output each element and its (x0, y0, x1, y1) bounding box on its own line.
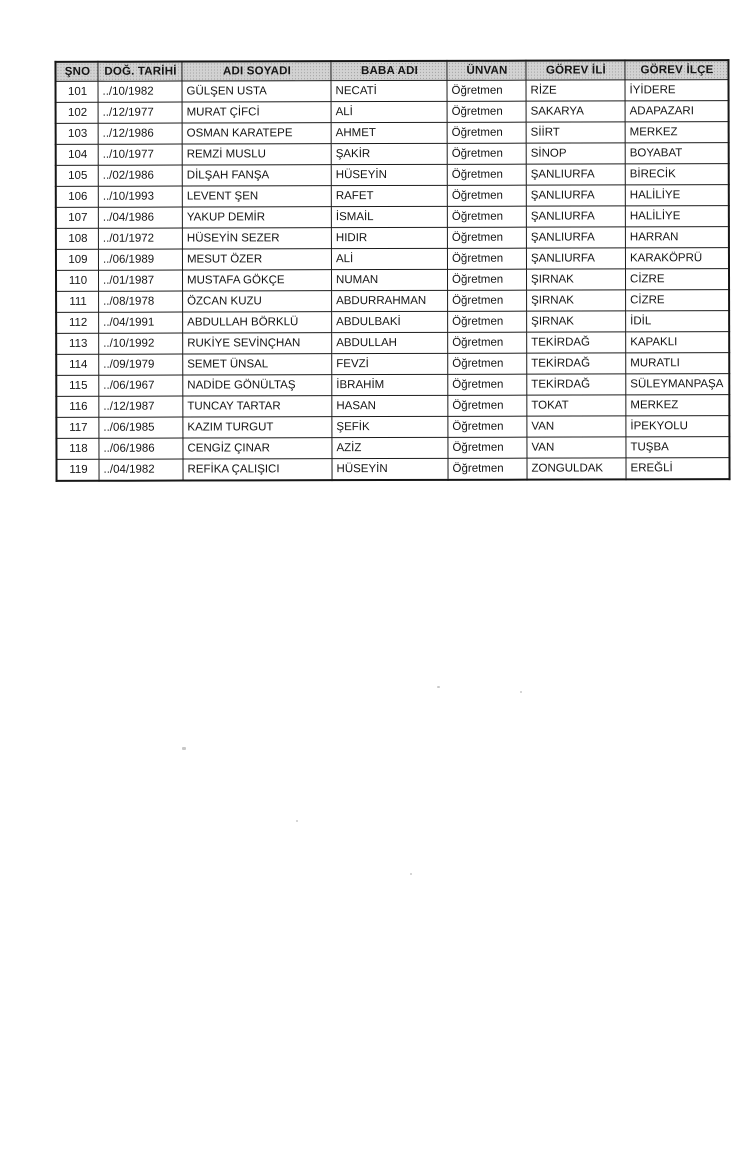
table-cell: 101 (56, 81, 99, 102)
table-cell: ../06/1985 (99, 417, 183, 438)
table-cell: Öğretmen (447, 122, 526, 143)
table-cell: HARRAN (625, 227, 729, 248)
table-row (56, 227, 729, 250)
table-cell: TEKİRDAĞ (527, 332, 626, 353)
table-cell: NECATİ (331, 80, 447, 101)
table-cell: SİİRT (526, 122, 625, 143)
table-cell: Öğretmen (447, 185, 526, 206)
table-cell: ÖZCAN KUZU (183, 291, 332, 312)
table-row (56, 437, 729, 460)
column-header: DOĞ. TARİHİ (98, 62, 182, 82)
table-cell: ../01/1987 (98, 270, 182, 291)
table-cell: İDİL (626, 311, 730, 332)
table-cell: MURATLI (626, 353, 730, 374)
table-row (56, 122, 729, 145)
table-cell: ../04/1982 (99, 459, 183, 481)
table-cell: KAZIM TURGUT (183, 417, 332, 438)
table-cell: ../06/1967 (99, 375, 183, 396)
column-header: ADI SOYADI (182, 61, 331, 81)
table-row (56, 143, 729, 166)
column-header: BABA ADI (331, 61, 447, 81)
table-cell: HASAN (332, 395, 448, 416)
table-cell: TEKİRDAĞ (527, 353, 626, 374)
table-cell: KARAKÖPRÜ (625, 248, 729, 269)
table-cell: BOYABAT (625, 143, 729, 164)
table-cell: Öğretmen (448, 353, 527, 374)
table-cell: MESUT ÖZER (182, 249, 331, 270)
table-cell: Öğretmen (448, 416, 527, 437)
personnel-table-container (54, 59, 730, 482)
table-cell: İSMAİL (331, 206, 447, 227)
table-cell: CENGİZ ÇINAR (183, 438, 332, 459)
table-cell: ../02/1986 (98, 165, 182, 186)
table-cell: SİNOP (526, 143, 625, 164)
table-cell: ../08/1978 (99, 291, 183, 312)
table-cell: ABDURRAHMAN (332, 290, 448, 311)
table-cell: OSMAN KARATEPE (182, 123, 331, 144)
table-cell: ŞEFİK (332, 416, 448, 437)
table-header (55, 60, 728, 81)
table-cell: REMZİ MUSLU (182, 144, 331, 165)
table-row (56, 101, 729, 124)
table-cell: ../04/1991 (99, 312, 183, 333)
table-cell: Öğretmen (448, 374, 527, 395)
table-cell: Öğretmen (447, 164, 526, 185)
table-cell: HÜSEYİN (332, 458, 448, 480)
table-row (56, 458, 729, 481)
table-cell: 107 (56, 207, 99, 228)
table-cell: NADİDE GÖNÜLTAŞ (183, 375, 332, 396)
table-cell: ADAPAZARI (625, 101, 729, 122)
table-row (56, 395, 729, 418)
table-cell: BİRECİK (625, 164, 729, 185)
column-header: ŞNO (55, 62, 98, 82)
table-cell: HALİLİYE (625, 185, 729, 206)
table-cell: RUKİYE SEVİNÇHAN (183, 333, 332, 354)
table-cell: 103 (56, 123, 99, 144)
table-cell: CİZRE (625, 269, 729, 290)
table-row (56, 269, 729, 292)
table-cell: ../09/1979 (99, 354, 183, 375)
column-header: GÖREV İLÇE (625, 60, 729, 80)
table-cell: Öğretmen (447, 101, 526, 122)
table-row (56, 332, 729, 355)
table-row (56, 311, 729, 334)
table-cell: ŞAKİR (331, 143, 447, 164)
scan-noise-speck (410, 873, 412, 875)
table-cell: Öğretmen (448, 290, 527, 311)
table-body (56, 80, 730, 481)
table-cell: Öğretmen (447, 143, 526, 164)
table-cell: Öğretmen (447, 227, 526, 248)
table-cell: TUŞBA (626, 437, 730, 458)
table-cell: İYİDERE (625, 80, 729, 101)
table-row (56, 290, 729, 313)
table-cell: VAN (527, 437, 626, 458)
table-cell: MERKEZ (625, 122, 729, 143)
table-cell: TEKİRDAĞ (527, 374, 626, 395)
table-cell: AHMET (331, 122, 447, 143)
table-cell: HALİLİYE (625, 206, 729, 227)
table-cell: İPEKYOLU (626, 416, 730, 437)
table-cell: FEVZİ (332, 353, 448, 374)
table-cell: ŞANLIURFA (526, 248, 625, 269)
table-cell: RAFET (331, 185, 447, 206)
table-cell: 119 (56, 459, 99, 481)
table-cell: HIDIR (331, 227, 447, 248)
table-cell: SEMET ÜNSAL (183, 354, 332, 375)
table-cell: YAKUP DEMİR (182, 207, 331, 228)
table-cell: ŞANLIURFA (526, 185, 625, 206)
column-header: ÜNVAN (447, 61, 526, 81)
table-row (56, 353, 729, 376)
table-cell: Öğretmen (448, 395, 527, 416)
table-cell: Öğretmen (448, 311, 527, 332)
table-cell: 109 (56, 249, 99, 270)
table-cell: ŞANLIURFA (526, 164, 625, 185)
table-cell: 106 (56, 186, 99, 207)
table-cell: SÜLEYMANPAŞA (626, 374, 730, 395)
table-cell: 113 (56, 333, 99, 354)
table-cell: HÜSEYİN (331, 164, 447, 185)
personnel-table (54, 59, 730, 482)
table-row (56, 185, 729, 208)
table-row (56, 164, 729, 187)
table-cell: ../10/1982 (98, 81, 182, 102)
table-row (56, 248, 729, 271)
table-cell: SAKARYA (526, 101, 625, 122)
table-cell: ../01/1972 (98, 228, 182, 249)
table-cell: GÜLŞEN USTA (182, 81, 331, 102)
table-cell: VAN (527, 416, 626, 437)
table-cell: Öğretmen (448, 458, 527, 480)
table-cell: TUNCAY TARTAR (183, 396, 332, 417)
table-cell: Öğretmen (447, 248, 526, 269)
scan-noise-speck (520, 691, 522, 693)
table-cell: HÜSEYİN SEZER (182, 228, 331, 249)
table-row (56, 80, 729, 103)
table-cell: ../12/1986 (98, 123, 182, 144)
column-header: GÖREV İLİ (526, 60, 625, 80)
table-cell: 111 (56, 291, 99, 312)
table-cell: Öğretmen (448, 332, 527, 353)
scan-noise-speck (182, 747, 186, 750)
table-row (56, 206, 729, 229)
table-cell: 114 (56, 354, 99, 375)
table-cell: ABDULLAH (332, 332, 448, 353)
table-cell: REFİKA ÇALIŞICI (183, 459, 332, 481)
table-cell: DİLŞAH FANŞA (182, 165, 331, 186)
table-cell: ../12/1977 (98, 102, 182, 123)
table-row (56, 374, 729, 397)
table-cell: 105 (56, 165, 99, 186)
table-cell: 118 (56, 438, 99, 459)
table-cell: ../10/1977 (98, 144, 182, 165)
table-cell: ../06/1989 (98, 249, 182, 270)
table-cell: ZONGULDAK (527, 458, 626, 480)
table-cell: ../10/1992 (99, 333, 183, 354)
table-cell: ABDULLAH BÖRKLÜ (183, 312, 332, 333)
table-cell: RİZE (526, 80, 625, 101)
table-cell: LEVENT ŞEN (182, 186, 331, 207)
table-cell: 112 (56, 312, 99, 333)
table-cell: NUMAN (331, 269, 447, 290)
table-cell: 104 (56, 144, 99, 165)
table-cell: AZİZ (332, 437, 448, 458)
table-cell: MURAT ÇİFCİ (182, 102, 331, 123)
table-cell: 117 (56, 417, 99, 438)
table-cell: ŞIRNAK (527, 290, 626, 311)
table-cell: ALİ (331, 248, 447, 269)
table-cell: 108 (56, 228, 99, 249)
table-cell: 116 (56, 396, 99, 417)
table-cell: Öğretmen (447, 206, 526, 227)
table-row (56, 416, 729, 439)
table-header-row (55, 60, 728, 81)
table-cell: EREĞLİ (626, 458, 730, 480)
table-cell: ../12/1987 (99, 396, 183, 417)
table-cell: 102 (56, 102, 99, 123)
table-cell: ŞANLIURFA (526, 206, 625, 227)
table-cell: Öğretmen (447, 80, 526, 101)
table-cell: CİZRE (626, 290, 730, 311)
table-cell: MERKEZ (626, 395, 730, 416)
table-cell: ALİ (331, 101, 447, 122)
scan-noise-speck (296, 820, 298, 822)
table-cell: ../06/1986 (99, 438, 183, 459)
table-cell: MUSTAFA GÖKÇE (182, 270, 331, 291)
table-cell: 115 (56, 375, 99, 396)
table-cell: ABDULBAKİ (332, 311, 448, 332)
table-cell: ŞIRNAK (527, 311, 626, 332)
table-cell: ŞIRNAK (526, 269, 625, 290)
table-cell: ../04/1986 (98, 207, 182, 228)
table-cell: ŞANLIURFA (526, 227, 625, 248)
table-cell: İBRAHİM (332, 374, 448, 395)
table-cell: Öğretmen (448, 437, 527, 458)
scan-noise-speck (437, 686, 440, 688)
table-cell: ../10/1993 (98, 186, 182, 207)
table-cell: TOKAT (527, 395, 626, 416)
table-cell: 110 (56, 270, 99, 291)
table-cell: KAPAKLI (626, 332, 730, 353)
table-cell: Öğretmen (447, 269, 526, 290)
